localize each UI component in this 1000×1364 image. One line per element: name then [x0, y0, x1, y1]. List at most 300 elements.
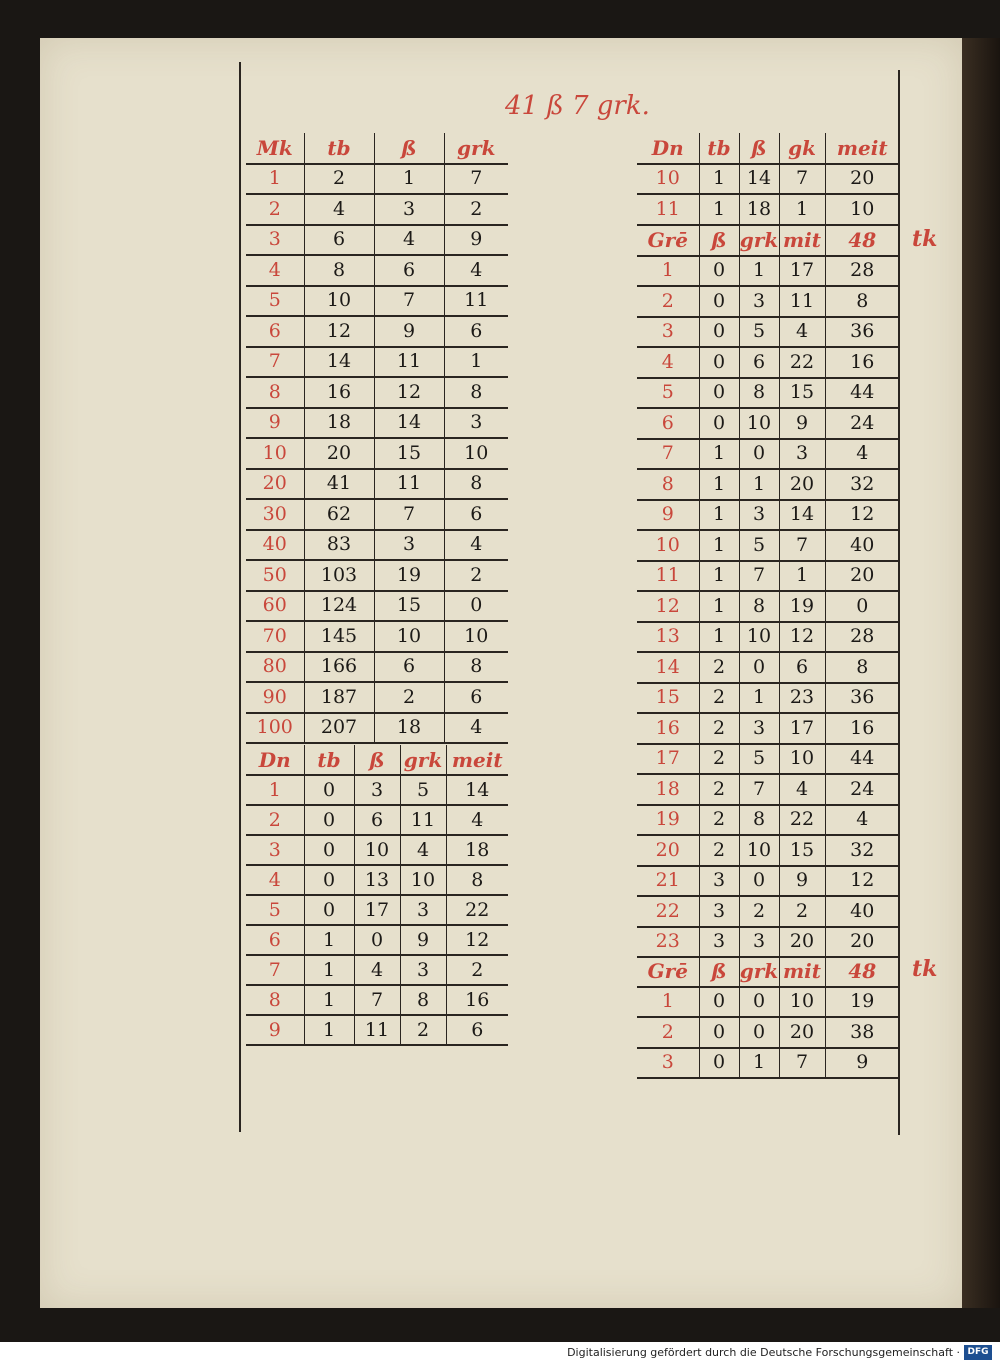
value-cell: 4: [444, 713, 508, 744]
row-label-cell: 1: [637, 987, 699, 1018]
row-label-cell: 6: [637, 408, 699, 439]
value-cell: 6: [304, 225, 374, 256]
value-cell: 103: [304, 560, 374, 591]
value-cell: 1: [699, 561, 739, 592]
value-cell: 23: [779, 683, 825, 714]
header-cell: meit: [446, 745, 508, 775]
row-label-cell: 7: [246, 955, 304, 985]
value-cell: 10: [779, 987, 825, 1018]
value-cell: 2: [699, 683, 739, 714]
header-cell: mit: [779, 225, 825, 256]
value-cell: 166: [304, 652, 374, 683]
value-cell: 11: [374, 469, 444, 500]
value-cell: 17: [354, 895, 400, 925]
table-header-row: [246, 745, 508, 775]
row-label-cell: 10: [637, 164, 699, 195]
row-label-cell: 9: [246, 1015, 304, 1045]
table-row: [637, 469, 899, 500]
table-row: [637, 591, 899, 622]
header-cell: ß: [699, 225, 739, 256]
value-cell: 17: [779, 713, 825, 744]
value-cell: 12: [825, 500, 899, 531]
value-cell: 36: [825, 317, 899, 348]
value-cell: 20: [304, 438, 374, 469]
header-cell: Grē: [637, 225, 699, 256]
table-row: [637, 713, 899, 744]
value-cell: 20: [779, 1017, 825, 1048]
value-cell: 16: [825, 347, 899, 378]
table-row: [637, 1048, 899, 1079]
value-cell: 8: [444, 469, 508, 500]
table-row: [246, 1015, 508, 1045]
row-label-cell: 9: [246, 408, 304, 439]
header-cell: grk: [400, 745, 446, 775]
value-cell: 1: [739, 1048, 779, 1079]
value-cell: 40: [825, 896, 899, 927]
row-label-cell: 5: [246, 286, 304, 317]
value-cell: 1: [304, 1015, 354, 1045]
table-header-row: [637, 225, 899, 256]
value-cell: 18: [739, 194, 779, 225]
value-cell: 1: [304, 925, 354, 955]
table-row: [246, 925, 508, 955]
row-label-cell: 2: [246, 194, 304, 225]
row-label-cell: 3: [246, 225, 304, 256]
value-cell: 0: [354, 925, 400, 955]
value-cell: 7: [374, 499, 444, 530]
dfg-logo: DFG: [964, 1345, 992, 1360]
value-cell: 7: [779, 530, 825, 561]
value-cell: 18: [304, 408, 374, 439]
table-row: [246, 225, 508, 256]
value-cell: 14: [779, 500, 825, 531]
value-cell: 12: [825, 866, 899, 897]
value-cell: 8: [304, 255, 374, 286]
value-cell: 3: [374, 530, 444, 561]
value-cell: 22: [779, 347, 825, 378]
table-denarii-left: [246, 745, 508, 1046]
value-cell: 0: [699, 987, 739, 1018]
table-row: [246, 652, 508, 683]
table-denarii-right: [637, 133, 899, 226]
value-cell: 6: [444, 499, 508, 530]
value-cell: 5: [739, 317, 779, 348]
footer-bar: [0, 1342, 1000, 1364]
table-row: [637, 744, 899, 775]
header-cell: Mk: [246, 133, 304, 164]
value-cell: 44: [825, 744, 899, 775]
table-row: [246, 560, 508, 591]
header-cell: meit: [825, 133, 899, 164]
table-header-row: [637, 133, 899, 164]
value-cell: 7: [779, 164, 825, 195]
value-cell: 1: [699, 194, 739, 225]
table-row: [246, 194, 508, 225]
table-row: [637, 530, 899, 561]
row-label-cell: 18: [637, 774, 699, 805]
table-row: [637, 622, 899, 653]
row-label-cell: 50: [246, 560, 304, 591]
value-cell: 6: [374, 255, 444, 286]
row-label-cell: 3: [637, 1048, 699, 1079]
value-cell: 7: [444, 164, 508, 195]
value-cell: 15: [374, 591, 444, 622]
header-cell: 48: [825, 956, 899, 987]
value-cell: 3: [374, 194, 444, 225]
value-cell: 20: [825, 164, 899, 195]
value-cell: 6: [374, 652, 444, 683]
value-cell: 10: [825, 194, 899, 225]
value-cell: 0: [699, 1017, 739, 1048]
value-cell: 2: [444, 560, 508, 591]
value-cell: 6: [446, 1015, 508, 1045]
header-cell: grk: [444, 133, 508, 164]
value-cell: 0: [699, 378, 739, 409]
value-cell: 6: [739, 347, 779, 378]
header-cell: Grē: [637, 956, 699, 987]
header-cell: tb: [304, 745, 354, 775]
table-row: [637, 286, 899, 317]
table-row: [637, 408, 899, 439]
table-row: [637, 927, 899, 958]
value-cell: 11: [374, 347, 444, 378]
table-groschen: [637, 225, 899, 958]
value-cell: 1: [699, 591, 739, 622]
value-cell: 0: [304, 775, 354, 805]
header-cell: ß: [374, 133, 444, 164]
value-cell: 10: [739, 622, 779, 653]
value-cell: 20: [779, 927, 825, 958]
value-cell: 2: [699, 835, 739, 866]
value-cell: 28: [825, 622, 899, 653]
header-cell: mit: [779, 956, 825, 987]
table-row: [246, 164, 508, 195]
book-spine: [962, 38, 1000, 1308]
table-row: [246, 408, 508, 439]
value-cell: 14: [739, 164, 779, 195]
header-cell: Dn: [637, 133, 699, 164]
table-row: [637, 347, 899, 378]
row-label-cell: 40: [246, 530, 304, 561]
value-cell: 0: [699, 347, 739, 378]
row-label-cell: 80: [246, 652, 304, 683]
row-label-cell: 10: [637, 530, 699, 561]
table-row: [637, 866, 899, 897]
value-cell: 20: [779, 469, 825, 500]
row-label-cell: 8: [637, 469, 699, 500]
value-cell: 18: [374, 713, 444, 744]
table-row: [246, 955, 508, 985]
value-cell: 10: [304, 286, 374, 317]
value-cell: 2: [699, 805, 739, 836]
value-cell: 1: [699, 469, 739, 500]
value-cell: 32: [825, 835, 899, 866]
value-cell: 2: [444, 194, 508, 225]
value-cell: 4: [304, 194, 374, 225]
row-label-cell: 60: [246, 591, 304, 622]
value-cell: 14: [374, 408, 444, 439]
table-row: [637, 194, 899, 225]
value-cell: 18: [446, 835, 508, 865]
marginal-note: tk: [912, 956, 938, 982]
table-row: [246, 682, 508, 713]
value-cell: 3: [699, 896, 739, 927]
header-cell: ß: [739, 133, 779, 164]
row-label-cell: 4: [246, 255, 304, 286]
table-groschen-continued: [637, 956, 899, 1079]
row-label-cell: 1: [637, 256, 699, 287]
table-row: [246, 775, 508, 805]
value-cell: 5: [400, 775, 446, 805]
value-cell: 1: [739, 683, 779, 714]
row-label-cell: 20: [246, 469, 304, 500]
value-cell: 16: [446, 985, 508, 1015]
value-cell: 1: [779, 194, 825, 225]
header-cell: tb: [304, 133, 374, 164]
value-cell: 207: [304, 713, 374, 744]
value-cell: 22: [779, 805, 825, 836]
table-row: [637, 652, 899, 683]
value-cell: 10: [779, 744, 825, 775]
row-label-cell: 4: [246, 865, 304, 895]
row-label-cell: 10: [246, 438, 304, 469]
row-label-cell: 70: [246, 621, 304, 652]
value-cell: 62: [304, 499, 374, 530]
value-cell: 0: [699, 317, 739, 348]
value-cell: 2: [699, 744, 739, 775]
value-cell: 1: [699, 622, 739, 653]
value-cell: 0: [304, 805, 354, 835]
value-cell: 2: [374, 682, 444, 713]
value-cell: 32: [825, 469, 899, 500]
header-cell: ß: [354, 745, 400, 775]
row-label-cell: 20: [637, 835, 699, 866]
row-label-cell: 2: [246, 805, 304, 835]
value-cell: 3: [400, 895, 446, 925]
row-label-cell: 9: [637, 500, 699, 531]
table-row: [637, 805, 899, 836]
value-cell: 15: [779, 835, 825, 866]
value-cell: 1: [444, 347, 508, 378]
row-label-cell: 15: [637, 683, 699, 714]
value-cell: 4: [444, 530, 508, 561]
value-cell: 10: [444, 621, 508, 652]
value-cell: 3: [739, 500, 779, 531]
table-row: [637, 378, 899, 409]
value-cell: 2: [304, 164, 374, 195]
value-cell: 3: [354, 775, 400, 805]
value-cell: 16: [825, 713, 899, 744]
value-cell: 14: [446, 775, 508, 805]
value-cell: 1: [699, 500, 739, 531]
value-cell: 10: [400, 865, 446, 895]
value-cell: 9: [779, 866, 825, 897]
table-row: [246, 835, 508, 865]
row-label-cell: 11: [637, 561, 699, 592]
value-cell: 14: [304, 347, 374, 378]
value-cell: 4: [825, 439, 899, 470]
row-label-cell: 22: [637, 896, 699, 927]
value-cell: 0: [304, 865, 354, 895]
value-cell: 11: [354, 1015, 400, 1045]
row-label-cell: 7: [637, 439, 699, 470]
value-cell: 0: [304, 895, 354, 925]
value-cell: 16: [304, 377, 374, 408]
table-header-row: [246, 133, 508, 164]
row-label-cell: 14: [637, 652, 699, 683]
value-cell: 17: [779, 256, 825, 287]
row-label-cell: 21: [637, 866, 699, 897]
row-label-cell: 6: [246, 925, 304, 955]
value-cell: 2: [400, 1015, 446, 1045]
row-label-cell: 17: [637, 744, 699, 775]
value-cell: 24: [825, 408, 899, 439]
value-cell: 1: [699, 164, 739, 195]
value-cell: 12: [446, 925, 508, 955]
value-cell: 187: [304, 682, 374, 713]
header-cell: Dn: [246, 745, 304, 775]
value-cell: 0: [739, 1017, 779, 1048]
value-cell: 15: [779, 378, 825, 409]
value-cell: 0: [304, 835, 354, 865]
value-cell: 0: [699, 408, 739, 439]
value-cell: 5: [739, 744, 779, 775]
value-cell: 8: [739, 378, 779, 409]
value-cell: 2: [699, 774, 739, 805]
value-cell: 10: [354, 835, 400, 865]
value-cell: 19: [779, 591, 825, 622]
header-cell: grk: [739, 956, 779, 987]
table-marks: [246, 133, 508, 744]
value-cell: 3: [400, 955, 446, 985]
row-label-cell: 90: [246, 682, 304, 713]
value-cell: 0: [739, 652, 779, 683]
value-cell: 2: [446, 955, 508, 985]
value-cell: 1: [699, 439, 739, 470]
value-cell: 3: [699, 927, 739, 958]
value-cell: 10: [739, 408, 779, 439]
value-cell: 7: [374, 286, 444, 317]
value-cell: 6: [354, 805, 400, 835]
value-cell: 6: [444, 682, 508, 713]
header-cell: ß: [699, 956, 739, 987]
row-label-cell: 2: [637, 1017, 699, 1048]
table-row: [246, 621, 508, 652]
value-cell: 0: [699, 256, 739, 287]
value-cell: 15: [374, 438, 444, 469]
value-cell: 41: [304, 469, 374, 500]
value-cell: 4: [354, 955, 400, 985]
value-cell: 7: [739, 774, 779, 805]
table-row: [637, 164, 899, 195]
value-cell: 1: [304, 985, 354, 1015]
row-label-cell: 30: [246, 499, 304, 530]
value-cell: 2: [699, 652, 739, 683]
value-cell: 3: [739, 927, 779, 958]
left-border-line: [239, 62, 241, 1132]
row-label-cell: 2: [637, 286, 699, 317]
row-label-cell: 100: [246, 713, 304, 744]
value-cell: 83: [304, 530, 374, 561]
value-cell: 3: [444, 408, 508, 439]
value-cell: 2: [699, 713, 739, 744]
value-cell: 4: [444, 255, 508, 286]
value-cell: 9: [779, 408, 825, 439]
value-cell: 0: [699, 286, 739, 317]
value-cell: 145: [304, 621, 374, 652]
value-cell: 9: [400, 925, 446, 955]
table-row: [246, 316, 508, 347]
value-cell: 36: [825, 683, 899, 714]
table-row: [637, 896, 899, 927]
value-cell: 4: [400, 835, 446, 865]
table-row: [637, 561, 899, 592]
value-cell: 3: [779, 439, 825, 470]
value-cell: 4: [374, 225, 444, 256]
table-row: [637, 500, 899, 531]
value-cell: 9: [825, 1048, 899, 1079]
row-label-cell: 12: [637, 591, 699, 622]
marginal-note: tk: [912, 226, 938, 252]
table-row: [246, 499, 508, 530]
value-cell: 2: [779, 896, 825, 927]
header-cell: gk: [779, 133, 825, 164]
value-cell: 10: [444, 438, 508, 469]
table-row: [246, 255, 508, 286]
value-cell: 12: [779, 622, 825, 653]
value-cell: 11: [444, 286, 508, 317]
row-label-cell: 7: [246, 347, 304, 378]
table-row: [637, 774, 899, 805]
table-row: [637, 835, 899, 866]
row-label-cell: 8: [246, 985, 304, 1015]
value-cell: 10: [374, 621, 444, 652]
table-row: [246, 438, 508, 469]
value-cell: 1: [739, 256, 779, 287]
value-cell: 0: [825, 591, 899, 622]
row-label-cell: 16: [637, 713, 699, 744]
value-cell: 4: [779, 774, 825, 805]
value-cell: 0: [699, 1048, 739, 1079]
value-cell: 12: [304, 316, 374, 347]
value-cell: 0: [739, 866, 779, 897]
table-row: [637, 317, 899, 348]
value-cell: 3: [699, 866, 739, 897]
table-row: [246, 805, 508, 835]
table-row: [246, 347, 508, 378]
table-header-row: [637, 956, 899, 987]
value-cell: 7: [739, 561, 779, 592]
value-cell: 28: [825, 256, 899, 287]
value-cell: 7: [779, 1048, 825, 1079]
value-cell: 8: [825, 652, 899, 683]
value-cell: 3: [739, 713, 779, 744]
value-cell: 9: [444, 225, 508, 256]
value-cell: 124: [304, 591, 374, 622]
row-label-cell: 19: [637, 805, 699, 836]
value-cell: 4: [825, 805, 899, 836]
table-row: [246, 286, 508, 317]
table-row: [246, 985, 508, 1015]
value-cell: 10: [739, 835, 779, 866]
table-row: [637, 439, 899, 470]
value-cell: 22: [446, 895, 508, 925]
table-row: [246, 895, 508, 925]
table-row: [246, 591, 508, 622]
table-row: [246, 865, 508, 895]
table-row: [246, 469, 508, 500]
value-cell: 19: [825, 987, 899, 1018]
